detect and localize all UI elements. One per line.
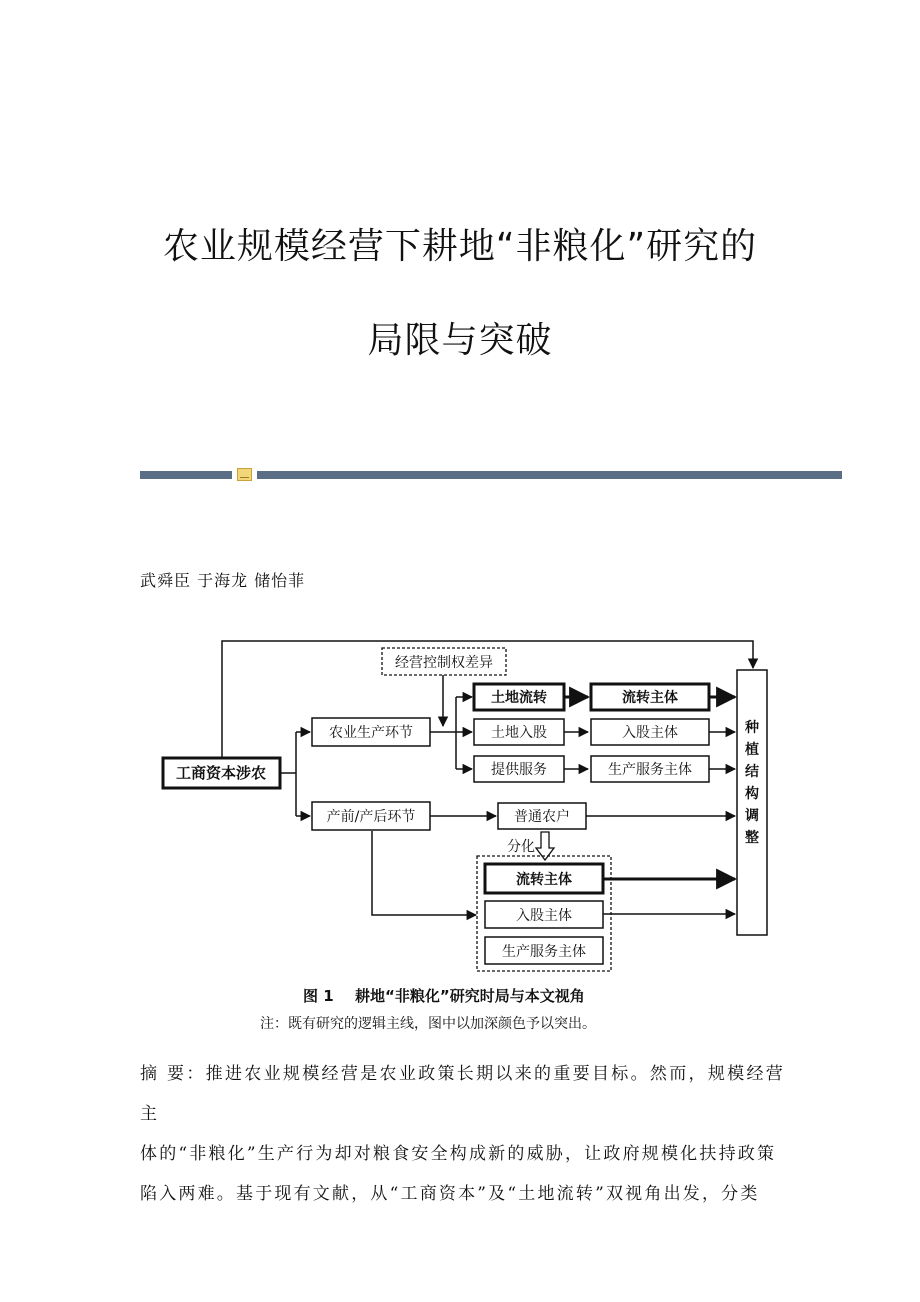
figure-caption-label: 图 1 — [303, 987, 334, 1005]
abstract-line-1: 摘 要：推进农业规模经营是农业政策长期以来的重要目标。然而，规模经营主 — [140, 1064, 785, 1124]
differentiation-label: 分化 — [507, 839, 535, 855]
production-label: 农业生产环节 — [329, 725, 413, 741]
envelope-icon — [237, 468, 252, 481]
share-subject-2-label: 入股主体 — [516, 908, 572, 924]
figure-note: 注：既有研究的逻辑主线，图中以加深颜色予以突出。 — [260, 1016, 596, 1032]
abstract-label: 摘 要： — [140, 1064, 206, 1084]
share-subject-label: 入股主体 — [622, 725, 678, 741]
prepost-label: 产前/产后环节 — [326, 809, 416, 825]
planting-char-2: 植 — [745, 742, 759, 758]
transfer-subject-2-label: 流转主体 — [516, 872, 572, 888]
land-transfer-label: 土地流转 — [491, 690, 547, 706]
title-rule-right — [257, 471, 842, 479]
service-subject-label: 生产服务主体 — [608, 762, 692, 778]
planting-char-4: 构 — [745, 786, 759, 802]
planting-char-3: 结 — [745, 764, 759, 780]
transfer-subject-label: 流转主体 — [622, 690, 678, 706]
paper-title-line-2: 局限与突破 — [367, 320, 553, 361]
abstract-line-3: 陷入两难。基于现有文献，从“工商资本”及“土地流转”双视角出发，分类 — [140, 1184, 760, 1204]
service-subject-2-label: 生产服务主体 — [502, 944, 586, 960]
figure-1 — [160, 628, 780, 1032]
planting-char-6: 整 — [745, 830, 759, 846]
land-share-label: 土地入股 — [491, 725, 547, 741]
figure-caption-text: 耕地“非粮化”研究时局与本文视角 — [355, 987, 585, 1005]
planting-char-5: 调 — [745, 808, 759, 824]
capital-label: 工商资本涉农 — [175, 764, 267, 782]
flowchart — [160, 628, 780, 1032]
abstract-line-2: 体的“非粮化”生产行为却对粮食安全构成新的威胁，让政府规模化扶持政策 — [140, 1144, 777, 1164]
service-label: 提供服务 — [491, 762, 547, 778]
author-list: 武舜臣 于海龙 储怡菲 — [140, 571, 306, 590]
farmer-label: 普通农户 — [514, 809, 570, 825]
title-rule-left — [140, 471, 232, 479]
planting-box — [737, 670, 767, 935]
control-label: 经营控制权差异 — [395, 655, 493, 671]
planting-char-1: 种 — [745, 720, 759, 736]
paper-title-line-1: 农业规模经营下耕地“非粮化”研究的 — [162, 226, 758, 267]
abstract — [140, 1054, 785, 1214]
